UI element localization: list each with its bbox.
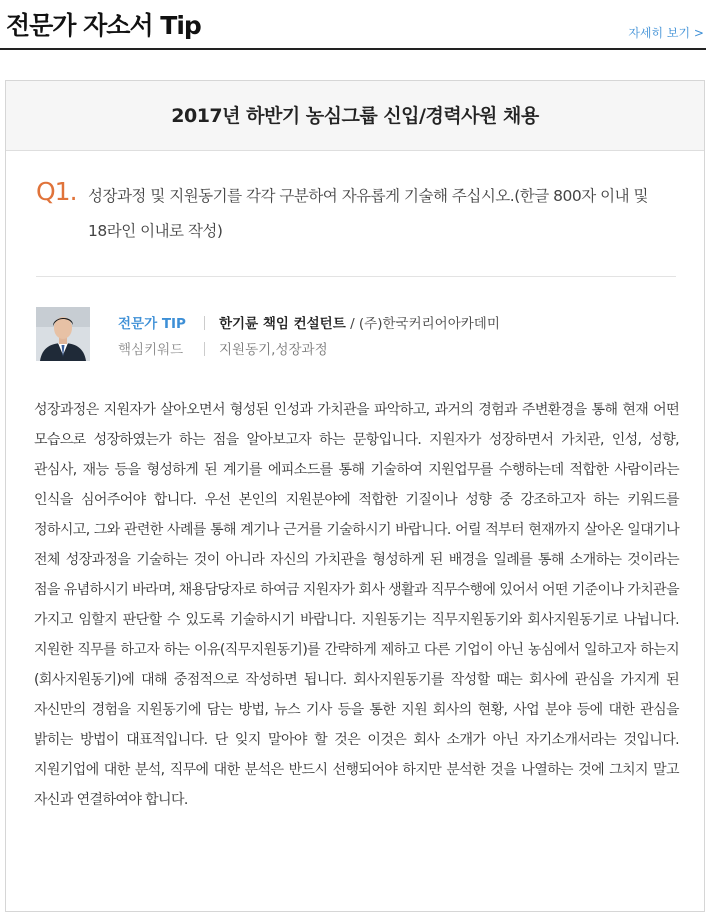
section-title: 전문가 자소서 Tip xyxy=(6,11,201,40)
expert-name: 한기륜 책임 컨설턴트 xyxy=(219,316,346,332)
tip-card xyxy=(5,80,705,912)
question-block xyxy=(36,175,676,277)
recruitment-title: 2017년 하반기 농심그룹 신입/경력사원 채용 xyxy=(171,105,539,127)
question-text: 성장과정 및 지원동기를 각각 구분하여 자유롭게 기술해 주십시오.(한글 800자 이내 및 18라인 이내로 작성) xyxy=(88,187,648,240)
keyword-row xyxy=(118,338,328,358)
answer-text: 성장과정은 지원자가 살아오면서 형성된 인성과 가치관을 파악하고, 과거의 경험과 주변환경을 통해 현재 어떤 모습으로 성장하였는가 하는 점을 알아보고자 하는 문항입니다. 지원자가 성장하면서 가치관, 인성, 성향, 관심사, 재능 등을 형성하게 된 계기를 에피소드를 통해 기술하여 지원업무를 수행하는데 적합한 사람이라는 인식을 심어주어야 합니다. 우선 본인의 지원분야에 적합한 기질이나 성향 중 강조하고자 하는 키워드를 정하시고, 그와 관련한 사례를 통해 계기나 근거를 기술하시기 바랍니다. 어릴 적부터 현재까지 살아온 일대기나 전체 성장과정을 기술하는 것이 아니라 자신의 가치관을 형성하게 된 배경을 일례를 통해 소개하는 것이라는 점을 유념하시기 바라며, 채용담당자로 하여금 지원자가 회사 생활과 직무수행에 있어서 어떤 기준이나 가치관을 가지고 임할지 판단할 수 있도록 기술하시기 바랍니다. 지원동기는 직무지원동기와 회사지원동기로 나뉩니다. 지원한 직무를 하고자 하는 이유(직무지원동기)를 간략하게 제하고 다른 기업이 아닌 농심에서 일하고자 하는지(회사지원동기)에 대해 중점적으로 작성하면 됩니다. 회사지원동기를 작성할 때는 회사에 관심을 가지게 된 자신만의 경험을 지원동기에 담는 방법, 뉴스 기사 등을 통한 지원 회사의 현황, 사업 분야 등에 대한 관심을 밝히는 방법이 대표적입니다. 단 잊지 말아야 할 것은 이것은 회사 소개가 아닌 자기소개서라는 것입니다. 지원기업에 대한 분석, 직무에 대한 분석은 반드시 선행되어야 하지만 분석한 것을 나열하는 것에 그치지 말고 자신과 연결하여야 합니다. xyxy=(34,402,679,808)
divider xyxy=(204,342,205,356)
expert-info xyxy=(36,307,676,363)
question-number: Q1. xyxy=(36,177,77,206)
person-photo-icon xyxy=(36,307,90,361)
card-header xyxy=(6,81,704,151)
divider xyxy=(204,316,205,330)
expert-tip-label: 전문가 TIP xyxy=(118,316,186,332)
expert-avatar xyxy=(36,307,90,361)
expert-row xyxy=(118,312,500,332)
keyword-values: 지원동기,성장과정 xyxy=(219,342,328,358)
section-header xyxy=(0,0,706,50)
more-link[interactable]: 자세히 보기 > xyxy=(628,26,704,40)
expert-org: / (주)한국커리어아카데미 xyxy=(345,316,500,332)
keyword-label: 핵심키워드 xyxy=(118,342,184,358)
